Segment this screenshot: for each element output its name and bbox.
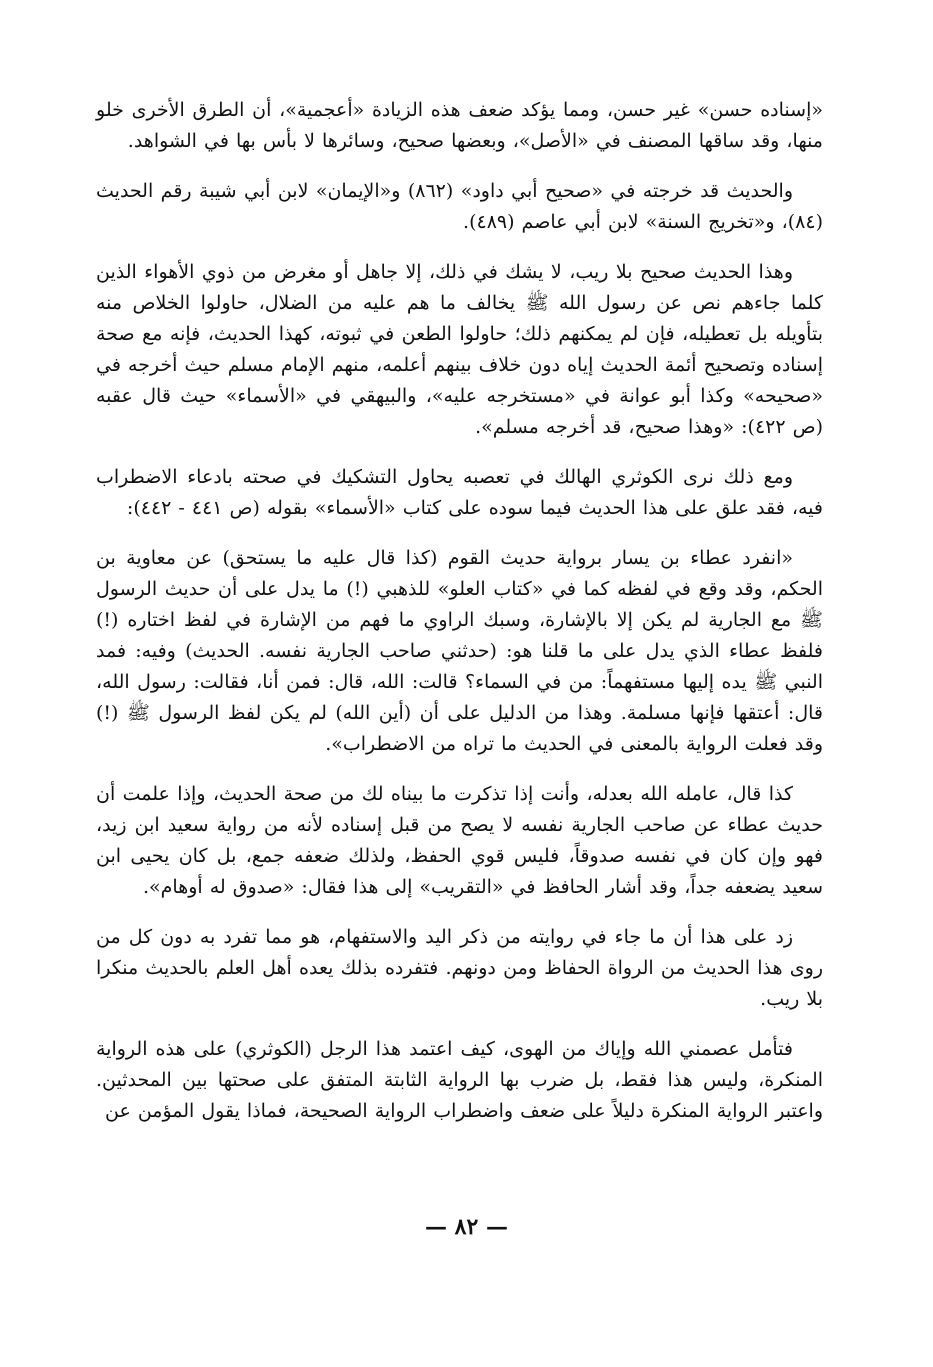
page-number: — ٨٢ — [425, 1214, 508, 1240]
paragraph-1: «إسناده حسن» غير حسن، ومما يؤكد ضعف هذه الزيادة «أعجمية»، أن الطرق الأخرى خلو منها، وقد ساقها المصنف في «الأصل»، وبعضها صحيح، وسائرها لا بأس بها في الشواهد. [96, 99, 823, 152]
page-body [96, 95, 823, 1146]
paragraph-6: كذا قال، عامله الله بعدله، وأنت إذا تذكرت ما بيناه لك من صحة الحديث، وإذا علمت أن حديث عطاء عن صاحب الجارية نفسه لا يصح من قبل إسناده لأنه من رواية سعيد ابن زيد، فهو وإن كان في نفسه صدوقاً، فليس قوي الحفظ، ولذلك ضعفه جمع، بل كان يحيى ابن سعيد يضعفه جداً، وقد أشار الحافظ في «التقريب» إلى هذا فقال: «صدوق له أوهام». [96, 783, 823, 898]
paragraph-4: ومع ذلك نرى الكوثري الهالك في تعصبه يحاول التشكيك في صحته بادعاء الاضطراب فيه، فقد علق على هذا الحديث فيما سوده على كتاب «الأسماء» بقوله (ص ٤٤١ - ٤٤٢): [96, 466, 823, 519]
paragraph-3: وهذا الحديث صحيح بلا ريب، لا يشك في ذلك، إلا جاهل أو مغرض من ذوي الأهواء الذين كلما جاءهم نص عن رسول الله ﷺ يخالف ما هم عليه من الضلال، حاولوا الخلاص منه بتأويله بل تعطيله، فإن لم يمكنهم ذلك؛ حاولوا الطعن في ثبوته، كهذا الحديث، فإنه مع صحة إسناده وتصحيح أئمة الحديث إياه دون خلاف بينهم أعلمه، منهم الإمام مسلم حيث أخرجه في «صحيحه» وكذا أبو عوانة في «مستخرجه عليه»، والبيهقي في «الأسماء» حيث قال عقبه (ص ٤٢٢): «وهذا صحيح، قد أخرجه مسلم». [96, 261, 823, 438]
paragraph-7: زد على هذا أن ما جاء في روايته من ذكر اليد والاستفهام، هو مما تفرد به دون كل من روى هذا الحديث من الرواة الحفاظ ومن دونهم. فتفرده بذلك يعده أهل العلم بالحديث منكرا بلا ريب. [96, 926, 823, 1010]
quoted-paragraph: «انفرد عطاء بن يسار برواية حديث القوم (كذا قال عليه ما يستحق) عن معاوية بن الحكم، وقد وقع في لفظه كما في «كتاب العلو» للذهبي (!) ما يدل على أن حديث الرسول ﷺ مع الجارية لم يكن إلا بالإشارة، وسبك الراوي ما فهم من الإشارة في لفظ اختاره (!) فلفظ عطاء الذي يدل على ما قلنا هو: (حدثني صاحب الجارية نفسه. الحديث) وفيه: فمد النبي ﷺ يده إليها مستفهماً: من في السماء؟ قالت: الله، قال: فمن أنا، فقالت: رسول الله، قال: أعتقها فإنها مسلمة. وهذا من الدليل على أن (أين الله) لم يكن لفظ الرسول ﷺ (!) وقد فعلت الرواية بالمعنى في الحديث ما تراه من الاضطراب». [96, 547, 823, 755]
paragraph-2: والحديث قد خرجته في «صحيح أبي داود» (٨٦٢) و«الإيمان» لابن أبي شيبة رقم الحديث (٨٤)، و«تخريج السنة» لابن أبي عاصم (٤٨٩). [96, 180, 823, 233]
paragraph-8: فتأمل عصمني الله وإياك من الهوى، كيف اعتمد هذا الرجل (الكوثري) على هذه الرواية المنكرة، وليس هذا فقط، بل ضرب بها الرواية الثابتة المتفق على صحتها بين المحدثين. واعتبر الرواية المنكرة دليلاً على ضعف واضطراب الرواية الصحيحة، فماذا يقول المؤمن عن [96, 1038, 823, 1122]
